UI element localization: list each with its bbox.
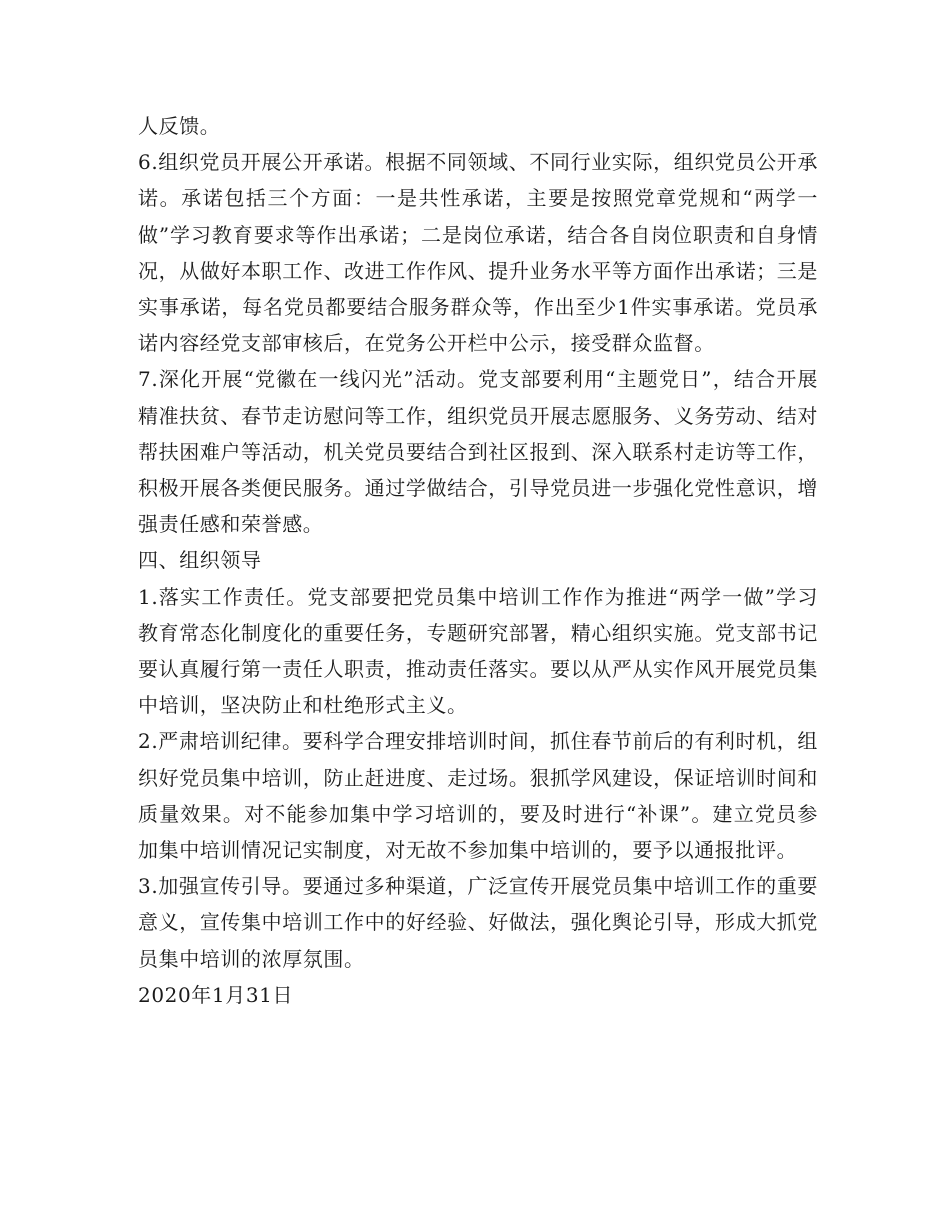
- section-heading-organization: 四、组织领导: [138, 548, 262, 573]
- paragraph-item-1-responsibility: 1.落实工作责任。党支部要把党员集中培训工作作为推进“两学一做”学习教育常态化制度化的重要任务，专题研究部署，精心组织实施。党支部书记要认真履行第一责任人职责，推动责任落实。要以从严从实作风开展党员集中培训，坚决防止和杜绝形式主义。: [138, 584, 818, 718]
- paragraph-item-2-discipline: 2.严肃培训纪律。要科学合理安排培训时间，抓住春节前后的有利时机，组织好党员集中培训，防止赶进度、走过场。狠抓学风建设，保证培训时间和质量效果。对不能参加集中学习培训的，要及时进行“补课”。建立党员参加集中培训情况记实制度，对无故不参加集中培训的，要予以通报批评。: [138, 729, 818, 863]
- document-body: [138, 108, 818, 1013]
- paragraph-item-3-publicity: 3.加强宣传引导。要通过多种渠道，广泛宣传开展党员集中培训工作的重要意义，宣传集中培训工作中的好经验、好做法，强化舆论引导，形成大抓党员集中培训的浓厚氛围。: [138, 874, 818, 971]
- paragraph-item-6-public-pledge: 6.组织党员开展公开承诺。根据不同领域、不同行业实际，组织党员公开承诺。承诺包括三个方面：一是共性承诺，主要是按照党章党规和“两学一做”学习教育要求等作出承诺；二是岗位承诺，结合各自岗位职责和自身情况，从做好本职工作、改进工作作风、提升业务水平等方面作出承诺；三是实事承诺，每名党员都要结合服务群众等，作出至少1件实事承诺。党员承诺内容经党支部审核后，在党务公开栏中公示，接受群众监督。: [138, 150, 818, 356]
- paragraph-item-7-party-emblem-activity: 7.深化开展“党徽在一线闪光”活动。党支部要利用“主题党日”，结合开展精准扶贫、春节走访慰问等工作，组织党员开展志愿服务、义务劳动、结对帮扶困难户等活动，机关党员要结合到社区报到、深入联系村走访等工作，积极开展各类便民服务。通过学做结合，引导党员进一步强化党性意识，增强责任感和荣誉感。: [138, 367, 818, 537]
- paragraph-feedback-tail: 人反馈。: [138, 114, 221, 138]
- document-date: 2020年1月31日: [138, 982, 294, 1007]
